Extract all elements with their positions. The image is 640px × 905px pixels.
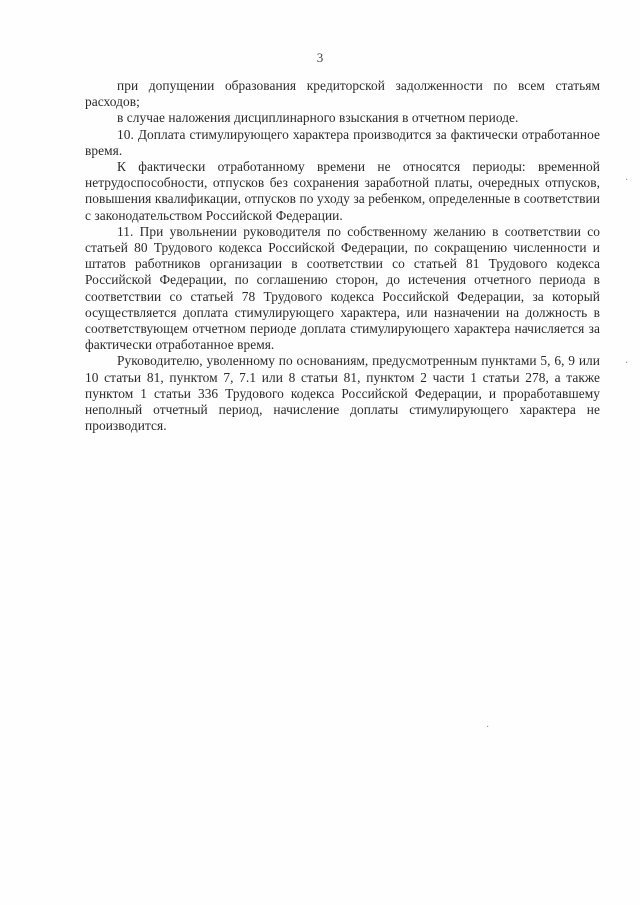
page-number: 3 [316, 50, 324, 65]
paragraph-6: Руководителю, уволенному по основаниям, предусмотренным пунктами 5, 6, 9 или 10 статьи 81, пунктом 7, 7.1 или 8 статьи 81, пунктом 2 части 1 статьи 278, а также пунктом 1 статьи 336 Трудового кодекса Российской Федерации, и проработавшему неполный отчетный период, начисление доплаты стимулирующего характера не производится. [85, 353, 600, 434]
paragraph-4: К фактически отработанному времени не относятся периоды: временной нетрудоспособности, отпусков без сохранения заработной платы, очередных отпусков, повышения квалификации, отпусков по уходу за ребенком, определенные в соответствии с законодательством Российской Федерации. [85, 159, 600, 223]
scan-speck: · [486, 722, 490, 733]
paragraph-2: в случае наложения дисциплинарного взыскания в отчетном периоде. [117, 110, 519, 126]
scan-speck: · [625, 175, 629, 186]
scan-speck: · [625, 358, 629, 369]
paragraph-1: при допущении образования кредиторской задолженности по всем статьям расходов; [85, 78, 600, 110]
paragraph-3: 10. Доплата стимулирующего характера производится за фактически отработанное время. [85, 126, 600, 158]
document-body [85, 78, 600, 434]
paragraph-5: 11. При увольнении руководителя по собственному желанию в соответствии со статьей 80 Трудового кодекса Российской Федерации, по сокращению численности и штатов работников организации в соответствии со статьей 81 Трудового кодекса Российской Федерации, по соглашению сторон, до истечения отчетного периода в соответствии со статьей 78 Трудового кодекса Российской Федерации, за который осуществляется доплата стимулирующего характера, или назначении на должность в соответствующем отчетном периоде доплата стимулирующего характера начисляется за фактически отработанное время. [85, 223, 600, 353]
